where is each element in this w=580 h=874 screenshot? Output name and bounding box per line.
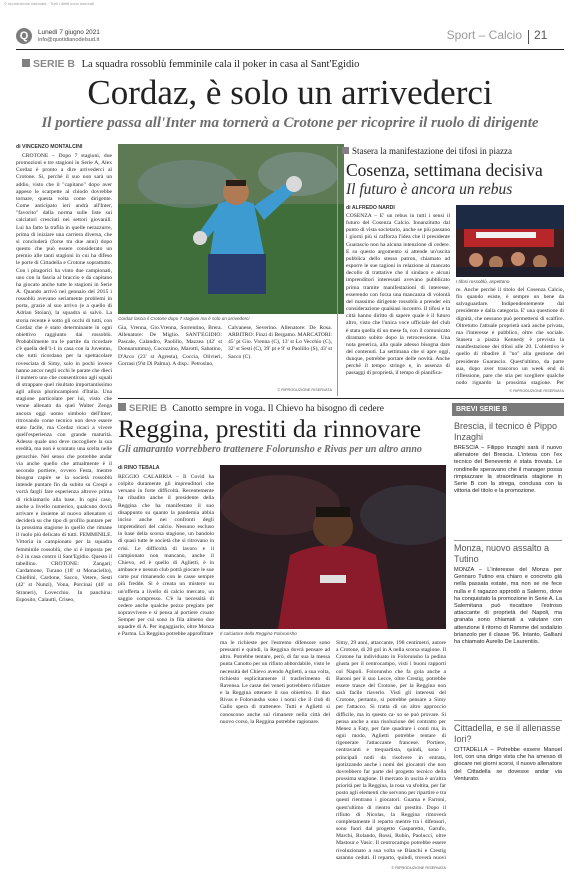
reggina-kicker-label: SERIE B — [129, 403, 168, 414]
header — [0, 0, 580, 50]
reggina-kicker: Canotto sempre in voga. Il Chievo ha bisogno di cedere — [172, 404, 384, 414]
kicker-square — [118, 403, 126, 411]
sidebar-item-title: Brescia, il tecnico è Pippo Inzaghi — [454, 421, 558, 442]
cosenza-kicker-row — [342, 146, 564, 156]
subheadline: Il portiere passa all'Inter ma tornerà a Crotone per ricoprire il ruolo di dirigente — [41, 115, 539, 131]
sidebar-header: BREVI SERIE B — [452, 403, 564, 416]
kicker-label: SERIE B — [33, 58, 76, 70]
reggina-byline: di RINO TEBALA — [118, 465, 160, 471]
copyright-3: © RIPRODUZIONE RISERVATA — [391, 866, 446, 870]
reggina-col2: ma le richieste per l'estremo difensore sono pressanti e quindi, la Reggina dovrà pensare ad altro. Potrebbe tentare, però, di far sua la messa punta Canotto per un rifiuto abbordabile, visto le necessità del Chievo avendo Aglietti, a sua volta, richiesto esplicitamente il trasferimento di Ravensa. Le casse dei veneti potrebbero rifiatare e la Reggina ottenere il suo obiettivo. Il duo Rivas e Folorunsho sono i nomi che il club di Gallo spera di trattenere. Tutti e Aglietti si conoscono anche sul rimanere nella città del nuovo corso, la Reggina potrebbe ragionare. — [220, 640, 330, 725]
headline: Cordaz, è solo un arrivederci — [87, 73, 493, 112]
copyright-2: © RIPRODUZIONE RISERVATA — [509, 389, 564, 393]
photo-folorunsho — [220, 465, 446, 629]
watermark: © riproduzione riservata · Tutti i diritti sono riservati — [4, 1, 95, 6]
photo-cosenza-fans — [456, 205, 564, 277]
sidebar-brevi — [452, 403, 564, 869]
reggina-kicker-row — [118, 403, 448, 414]
photo-folorunsho-caption: Il calciatore della Reggina Folorunsho — [220, 631, 297, 636]
section-rule — [118, 398, 564, 399]
sidebar-item-title: Monza, nuovo assalto a Tutino — [454, 543, 550, 564]
body-col3: Calvanese, Severino. Allenatore: De Rosa. ARBITRO: Finzi di Bergamo. MARCATORI: 45' pt Gio. Vrenna (C), 13' st Lo Vecchio (C), 32' st Sesti (C), 39' pt e 9' st Paolillo (S), 43' st Sacco (C). — [228, 325, 332, 360]
kicker-text: La squadra rossoblù femminile cala il poker in casa al Sant'Egidio — [81, 59, 360, 70]
section-label: Sport – Calcio — [446, 28, 522, 42]
photo-cosenza-caption: I tifosi rossoblù, aspettano — [456, 279, 510, 284]
cosenza-byline: di ALFREDO NARDI — [346, 205, 395, 211]
reggina-subtitle: Gli amaranto vorrebbero trattenere Folorunsho e Rivas per un altro anno — [118, 444, 422, 455]
page-number: 21 — [534, 28, 548, 42]
header-divider — [528, 30, 529, 44]
photo-cordaz-image — [118, 144, 344, 314]
body-col2: Gia, Vrenna, Gio.Vrenna, Sorrentino, Brera. Allenatore: De Miglio. SANT'EGIDIO: Pascale, Calandro, Paolillo, Mazzea (42' st Donnarumma), Cocozzino, Marotti, Sabatino, D'Arco (23' st Agresta), Coccia, Olivieri, Gorrasi (9'st Di Palma). A disp.: Petrosino, — [118, 325, 222, 367]
cosenza-title: Cosenza, settimana decisiva — [346, 160, 543, 180]
cosenza-col1: COSENZA – E' un rebus in tutti i sensi il futuro del Cosenza Calcio. Innanzitutto dal punto di vista societario, anche se più passano i giorni più si rafforza l'idea che il presidente Guarascio non ha alcuna intenzione di cedere. E su questo argomento si attende un'uscita pubblica dello stesso patron, chiamato ad esporre le sue ragioni in relazione al mancato decollo di trattative che il sindaco e alcuni imprenditori interessati avevano pubblicato prima tramite manifestazioni di interesse, esserendo con forza una mancanza di volontà del massimo dirigente rossoblù a prender ein considerazione qualsiasi incontro. Il tifosi e la città hanno diritto di sapere quale è il futuro altro, visto che l'unica voce ufficiale del club è stata quella di un mese fa, con il comunicato diramato subito dopo la retrocessione. Una nota generica, alla quale adesso bisogna dare del contenuti. La settimana che si apre oggi, dunque, potrebbe portare delle novità. Anche perché il tempo stringe e, in assenza di passaggi di proprietà, il tempo di pianifica- — [346, 213, 450, 377]
cosenza-col2: re. Anche perché il titolo del Cosenza Calcio, fin quando esiste, è sempre un bene da salvaguardare. Indipendentemente dal presidente e dalla categoria. E' una questione di dignità, che nessuno può permettersi di scalfire. Oltretutto l'attuale proprietà sarà anche privata, ma l'interesse è pubblico, oltre che sociale. Stasera a piazza Kennedy è prevista la manifestazione dei tifosi alle 20. L'obiettivo è quello di ribadire il "no" alla gestione del presidente Guarascio. Quest'ultimo, da parte sua, dopo aver trascorso un week end di riflessione, pare che stia per scegliere qualche nodo riguardo la prossima stagione. Per — [456, 287, 564, 387]
sidebar-item-text: BRESCIA – Filippo Inzaghi sarà il nuovo allenatore del Brescia. L'intesa con l'ex tecnico del Benevento è stata trovata. Le rondinelle speravano che il manager possa rimpiazzare la straordinaria stagione in Serie B con la strega, conclusa con la vittoria del titolo e la promozione. — [454, 445, 562, 495]
sidebar-item-text: CITTADELLA – Potrebbe essere Manuel Iori, con una dirigo vista che ha smesso di giocare nei giorni scorsi, il nuovo allenatore del Cittadella se dovesse andar via Venturato. — [454, 747, 562, 782]
kicker-row — [22, 58, 562, 70]
column-divider — [337, 146, 338, 396]
photo-cordaz — [118, 144, 344, 314]
body-col1: CROTONE – Dopo 7 stagioni, due promozioni e tre stagioni in Serie A, Alex Cordaz è pronto a dire arrivederci al Crotone. Sì, perché il suo non sarà un addio, visto che il "capitano" dopo aver appeso le scarpette al chiodo dovrebbe tornare, questa volta come dirigente. Come anticipato ieri andrà all'Inter, "favorito" dalla norma sulle liste sui calciatori cresciuti nei settori giovanili. Lui ha fatto la trafila in quelle nerazzurre, prima di iniziare una carriera diversa, che si concluderà (forse tra due anni) dopo questo che può essere considerato un premio alle tanti stagioni in cui ha difeso le porte di Cittadella e Crotone soprattutto. Con i pitagorici ha vinto due campionati, uno con la fascia al braccio e da capitano ha giocato anche tutte le stagioni in Serie A. Quando arrivò nel gennaio del 2015 i rossoblù avevano seriamente problemi in porta, grazie al suo arrivo (e a quello di Adrian Stoian), la squadra si salvò. La storia recente è sotto gli occhi di tutti, con Cordaz che è stato determinante in ogni obiettivo raggiunto dai rossoblù. Probabilmente tra le partite da ricordare c'è quella dell'1-1 in casa con la Juventus, che tutti ricordano per la spettacolare rovesciata di Simy, solo in pochi invece hanno ancor negli occhi le parate che dieci il numero uno che consentirono agli squali di strappare quel risultato importantissimo agli allora plurincampioni d'Italia. Una stagione particolare per lui, visto che venne allenato da quel Walter Zenga ancora oggi uomo simbolo dell'Inter, ritrovando come tecnico non deve essere stato facile, ma Cordaz ricaci a vivere quell'esperienza con grande maturità. Adesso quale uno deve raccogliere la sua eredità, ma non è scontato una scelta nelle gerarchie. Nel senso che potrebbe andar via anche quello che attualmente è il secondo portiere, ovvero Festa, mentre bisogna capire se la società rossoblù intende puntare fin da subito su Crespi e vorrà fargli fare esperienza altrove prima di richiamarlo alla base. In ogni caso, anche a livello numerico, qualcuno dovrà arrivare e insieme al nuovo allenatore si deciderà su che tipo di profilo puntare per la prossima stagione in quello che rimane il ruolo più delicato di tutti. FEMMINILE. Vittoria in campionato per la squadra femminile rossoblù, che si è imposta per 4-2 in casa contro il Sant'Egidio. Questo il tabellino. CROTONE: Zangari; Cardamone, Turano (18' st Monaciello), Chiellini, Cardone, Sacco, Vetere, Sesti (42' st Nunzi), Vona, Porcinai (46' st Straneri), Lovecchio. In panchina: Esposito, Calautti, Criseo, — [16, 153, 112, 603]
photo-folorunsho-image — [220, 465, 446, 629]
sidebar-divider — [454, 540, 562, 541]
cosenza-subtitle: Il futuro è ancora un rebus — [346, 181, 513, 198]
kicker-square — [342, 147, 349, 154]
kicker-square — [22, 59, 30, 67]
header-rule — [16, 49, 564, 50]
reggina-col3: Simy, 29 anni, attaccante, 198 centimetri, autore a Crotone, di 20 gol in A nella scorsa stagione. Il Crotone ha individuato in Folorunsho la pedina giusta per il centrocampo, visti i buoni rapporti col Napoli. Folorunsho che fa gola anche a Baroni per il suo Lecce, oltre Crestig, potrebbe essere trasce del Crotone, per la Reggina non sarà facile riaverlo. Visti gli interessi del Crotone, pertanto, si potrebbe pensare a Simy per l'attacco. Si tratta di un altro approccio difficile, ma in questo ca- so se può provare. Si pensa anche a una risoluzione del contratto per Menez a Faty, per fare quadrare i conti ma, in ogni modo, Aglietti potrebbe tentare di rigenerare l'attaccante francese. Portiere, centravanti e trequartista, quindi, sono i principali nodi da risolvere in entrata, ipotizzando anche i nomi dei giocatori che non dovrebbero far parte del progetto tecnico della prossima stagione. Il mercato in uscita è un'altra priorità per la Reggina, la rosa va sfoltita, per far posto agli elementi che servono per ripartire e tra questi rientrano i giocatori. Guarna e Farroni, quest'ultimo di rientro dal prestito. Dopo il rifiuto di Nicolas, la Reggina rimoverà completamente il reparto mentre tra i difensori, sono fuori dal progetto Gasparetto, Garufo, Marchi, Rolando, Rossi, Rubin, Paolucci, oltre Mastour e Vasic. Il centrocampo potrebbe essere rivoluzionato a sua volta se Bianchi e Crestig saranno ceduti. Il reparto, quindi, troverà nuovi — [336, 640, 446, 861]
reggina-title: Reggina, prestiti da rinnovare — [118, 414, 422, 443]
sidebar-item-title: Cittadella, e se il allenasse Iori? — [454, 723, 561, 744]
sidebar-item-text: MONZA – L'interesse del Monza per Gennaro Tutino era chiaro e concreto già nella passata estate, ma non se ne fece nulla e il ragazzo approdò a Salerno, dove ha conquistato la promozione in Serie A. La Salernitana può riscattare l'estroso attaccante di proprietà del Napoli, ma granata sono chiamati a valutare con attenzione il ritorno di Ramme del sodalizio brianzolo per il classe '96. Intanto, Galliani ha chiamato Aurelio De Laurentiis. — [454, 567, 562, 646]
byline: di VINCENZO MONTALCINI — [16, 144, 83, 150]
issue-date: Lunedì 7 giugno 2021 — [38, 29, 100, 36]
photo-cosenza-image — [456, 205, 564, 277]
sidebar-divider — [454, 720, 562, 721]
contact-email[interactable]: info@quotidianodelsud.it — [38, 37, 100, 43]
copyright-1: © RIPRODUZIONE RISERVATA — [277, 388, 332, 392]
reggina-col1: REGGIO CALABRIA – Il Covid ha colpito duramente gli imprenditori che versano in forte difficoltà. Recentemente ha ribadito anche il presidente della Reggina che ha manifestato il suo disappunto su quanto la pandemia abbia inciso anche nei confronti degli imprenditori del calcio. Nessuno escluso in base della scorsa stagione, un bandolo di quasi tutte le società che si ritrovano in crisi. Le difficoltà di lavoro e il campionato non mancano, anche il Chievo, ed è quello di Aglietti, è in ambasce e nessun club potrà giocare le sue carte pur rimanendo con le casse sempre più fredde. Si è creata un mistero su un'offerta a livello di calcio mercato, un saggio compresso. C'è la necessità di cedere anche qualche pezzo pregiato per sopravvivere e si pensa al portiere croato Semper per cui sono in fila almeno due squadre di A. Per ingaggiarlo, oltre Monza e Parma. La Reggina potrebbe approfittare — [118, 474, 214, 638]
cosenza-kicker: Stasera la manifestazione dei tifosi in piazza — [352, 146, 512, 156]
logo[interactable]: Q — [16, 28, 32, 44]
photo-cordaz-caption: Cordaz lascia il Crotone dopo 7 stagioni ma è solo un arrivederci — [118, 316, 250, 321]
